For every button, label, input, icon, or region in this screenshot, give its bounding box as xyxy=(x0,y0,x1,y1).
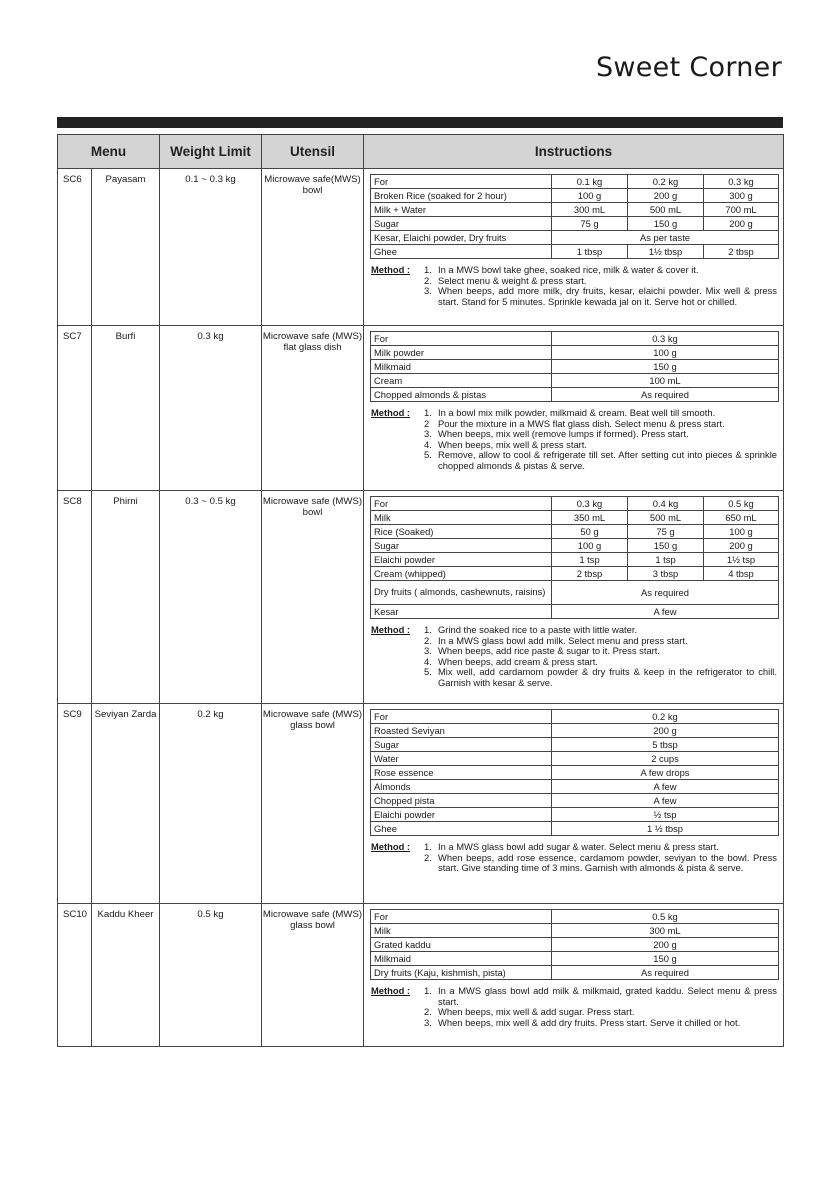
page-title: Sweet Corner xyxy=(595,52,782,83)
step-number: 4. xyxy=(424,438,432,450)
ingredient-value: 0.3 kg xyxy=(704,175,779,189)
ingredient-value: 0.2 kg xyxy=(552,710,779,724)
method-section xyxy=(370,265,777,307)
ingredient-value: 2 tbsp xyxy=(552,567,628,581)
ingredient-row xyxy=(371,553,779,567)
ingredient-value: 100 g xyxy=(552,539,628,553)
ingredient-value: 1 tsp xyxy=(552,553,628,567)
recipe-instructions xyxy=(364,704,784,904)
step-number: 5. xyxy=(424,666,432,677)
ingredient-value: 500 mL xyxy=(628,203,704,217)
recipe-code: SC8 xyxy=(58,491,92,704)
ingredient-value: 0.2 kg xyxy=(628,175,704,189)
recipe-instructions xyxy=(364,169,784,326)
ingredient-row xyxy=(371,539,779,553)
step-text: In a MWS glass bowl add milk. Select menu and press start. xyxy=(438,634,688,646)
recipe-table xyxy=(57,134,784,1047)
recipe-utensil: Microwave safe (MWS) flat glass dish xyxy=(262,326,364,491)
ingredient-row xyxy=(371,752,779,766)
ingredient-value: 200 g xyxy=(552,938,779,952)
method-label: Method : xyxy=(371,264,411,275)
step-number: 3. xyxy=(424,1016,432,1028)
ingredient-value: 700 mL xyxy=(704,203,779,217)
ingredient-value: As per taste xyxy=(552,231,779,245)
ingredient-value: 0.3 kg xyxy=(552,332,779,346)
ingredient-name: Kesar xyxy=(371,605,552,619)
step-text: When beeps, mix well (remove lumps if formed). Press start. xyxy=(438,428,689,439)
method-steps xyxy=(424,625,777,688)
ingredients-table xyxy=(370,331,779,402)
ingredient-value: 300 mL xyxy=(552,203,628,217)
ingredient-value: A few drops xyxy=(552,766,779,780)
ingredient-value: 650 mL xyxy=(704,511,779,525)
step-text: In a MWS glass bowl add milk & milkmaid, grated kaddu. Select menu & press start. xyxy=(438,985,777,1007)
recipe-code: SC10 xyxy=(58,904,92,1047)
ingredient-row xyxy=(371,938,779,952)
method-section xyxy=(370,842,777,874)
ingredient-name: Cream (whipped) xyxy=(371,567,552,581)
step-text: In a MWS bowl take ghee, soaked rice, milk & water & cover it. xyxy=(438,264,699,275)
ingredient-row xyxy=(371,332,779,346)
method-label: Method : xyxy=(371,407,411,418)
ingredient-value: 200 g xyxy=(704,539,779,553)
recipe-weight-limit: 0.3 kg xyxy=(160,326,262,491)
recipe-utensil: Microwave safe(MWS) bowl xyxy=(262,169,364,326)
ingredient-name: Sugar xyxy=(371,217,552,231)
ingredient-row xyxy=(371,766,779,780)
ingredient-row xyxy=(371,245,779,259)
ingredient-value: A few xyxy=(552,605,779,619)
ingredient-value: 1 tbsp xyxy=(552,245,628,259)
table-row xyxy=(58,169,784,326)
ingredient-name: Elaichi powder xyxy=(371,553,552,567)
step-number: 2. xyxy=(424,851,432,863)
step-text: When beeps, mix well & add dry fruits. Press start. Serve it chilled or hot. xyxy=(438,1016,741,1028)
ingredients-table xyxy=(370,496,779,619)
ingredient-value: 100 g xyxy=(704,525,779,539)
ingredient-value: 150 g xyxy=(628,217,704,231)
ingredient-row xyxy=(371,581,779,605)
ingredient-name: Ghee xyxy=(371,245,552,259)
ingredient-row xyxy=(371,374,779,388)
ingredient-name: Cream xyxy=(371,374,552,388)
step-text: When beeps, add cream & press start. xyxy=(438,655,598,667)
ingredient-name: For xyxy=(371,710,552,724)
ingredient-name: Chopped pista xyxy=(371,794,552,808)
method-step xyxy=(424,986,777,1007)
method-step xyxy=(424,286,777,307)
ingredient-value: 0.3 kg xyxy=(552,497,628,511)
ingredient-value: 100 g xyxy=(552,189,628,203)
method-steps xyxy=(424,265,777,307)
title-rule xyxy=(57,117,783,128)
ingredient-value: ½ tsp xyxy=(552,808,779,822)
method-step xyxy=(424,667,777,688)
ingredient-value: 350 mL xyxy=(552,511,628,525)
ingredient-name: Kesar, Elaichi powder, Dry fruits xyxy=(371,231,552,245)
ingredient-row xyxy=(371,952,779,966)
ingredient-value: 5 tbsp xyxy=(552,738,779,752)
ingredient-name: Almonds xyxy=(371,780,552,794)
method-label: Method : xyxy=(371,624,411,635)
ingredient-value: 1½ tbsp xyxy=(628,245,704,259)
ingredient-row xyxy=(371,710,779,724)
ingredient-value: 500 mL xyxy=(628,511,704,525)
ingredient-value: 0.5 kg xyxy=(704,497,779,511)
recipe-instructions xyxy=(364,326,784,491)
table-row xyxy=(58,704,784,904)
ingredient-name: Milk powder xyxy=(371,346,552,360)
method-step xyxy=(424,408,777,419)
ingredient-value: 1 ½ tbsp xyxy=(552,822,779,836)
recipe-name: Seviyan Zarda xyxy=(92,704,160,904)
ingredient-row xyxy=(371,346,779,360)
method-steps xyxy=(424,408,777,471)
ingredient-name: Ghee xyxy=(371,822,552,836)
ingredient-name: Milkmaid xyxy=(371,360,552,374)
ingredient-row xyxy=(371,567,779,581)
ingredient-value: 200 g xyxy=(628,189,704,203)
recipe-utensil: Microwave safe (MWS) glass bowl xyxy=(262,704,364,904)
ingredient-row xyxy=(371,738,779,752)
ingredient-name: Roasted Seviyan xyxy=(371,724,552,738)
ingredient-value: 200 g xyxy=(552,724,779,738)
ingredient-value: 50 g xyxy=(552,525,628,539)
method-label: Method : xyxy=(371,841,411,852)
step-number: 3. xyxy=(424,285,432,296)
method-steps xyxy=(424,842,777,874)
ingredient-row xyxy=(371,924,779,938)
ingredient-value: 300 mL xyxy=(552,924,779,938)
step-number: 2. xyxy=(424,634,432,646)
step-number: 4. xyxy=(424,655,432,667)
step-number: 2. xyxy=(424,1006,432,1017)
recipe-weight-limit: 0.1 ~ 0.3 kg xyxy=(160,169,262,326)
step-text: Pour the mixture in a MWS flat glass dish. Select menu & press start. xyxy=(438,417,725,429)
method-section xyxy=(370,986,777,1028)
recipe-utensil: Microwave safe (MWS) glass bowl xyxy=(262,904,364,1047)
ingredient-row xyxy=(371,822,779,836)
ingredient-row xyxy=(371,780,779,794)
ingredient-name: Broken Rice (soaked for 2 hour) xyxy=(371,189,552,203)
step-text: In a MWS glass bowl add sugar & water. Select menu & press start. xyxy=(438,841,719,852)
ingredient-name: Rose essence xyxy=(371,766,552,780)
ingredient-name: Milk + Water xyxy=(371,203,552,217)
ingredient-value: 4 tbsp xyxy=(704,567,779,581)
recipe-weight-limit: 0.2 kg xyxy=(160,704,262,904)
ingredient-name: Chopped almonds & pistas xyxy=(371,388,552,402)
table-row xyxy=(58,491,784,704)
step-number: 1. xyxy=(424,264,432,275)
ingredient-value: 150 g xyxy=(552,360,779,374)
ingredient-value: 100 mL xyxy=(552,374,779,388)
ingredient-row xyxy=(371,203,779,217)
method-step xyxy=(424,450,777,471)
ingredient-value: A few xyxy=(552,780,779,794)
ingredient-row xyxy=(371,724,779,738)
recipe-utensil: Microwave safe (MWS) bowl xyxy=(262,491,364,704)
ingredient-row xyxy=(371,497,779,511)
ingredient-row xyxy=(371,231,779,245)
ingredient-value: 2 cups xyxy=(552,752,779,766)
ingredient-value: 0.4 kg xyxy=(628,497,704,511)
step-number: 5. xyxy=(424,449,432,460)
ingredients-table xyxy=(370,174,779,259)
method-step xyxy=(424,646,777,657)
ingredient-row xyxy=(371,966,779,980)
recipe-weight-limit: 0.5 kg xyxy=(160,904,262,1047)
ingredient-row xyxy=(371,808,779,822)
method-step xyxy=(424,265,777,276)
step-number: 1. xyxy=(424,985,432,996)
step-text: Select menu & weight & press start. xyxy=(438,274,587,286)
ingredient-row xyxy=(371,910,779,924)
recipe-name: Payasam xyxy=(92,169,160,326)
ingredient-row xyxy=(371,525,779,539)
ingredient-row xyxy=(371,175,779,189)
step-number: 3. xyxy=(424,645,432,656)
step-text: When beeps, add rose essence, cardamom powder, seviyan to the bowl. Press start. Give standing time of 3 mins. Garnish with almonds & pista & serve. xyxy=(438,851,777,873)
header-utensil: Utensil xyxy=(262,135,364,169)
step-number: 2 xyxy=(424,417,430,429)
method-label: Method : xyxy=(371,985,411,996)
method-step xyxy=(424,429,777,440)
ingredient-row xyxy=(371,189,779,203)
ingredient-name: Sugar xyxy=(371,738,552,752)
ingredient-value: 0.5 kg xyxy=(552,910,779,924)
method-section xyxy=(370,625,777,688)
recipe-instructions xyxy=(364,491,784,704)
table-row xyxy=(58,326,784,491)
step-text: Grind the soaked rice to a paste with little water. xyxy=(438,624,638,635)
step-text: In a bowl mix milk powder, milkmaid & cream. Beat well till smooth. xyxy=(438,407,716,418)
header-menu: Menu xyxy=(58,135,160,169)
ingredient-value: 75 g xyxy=(628,525,704,539)
ingredient-value: 3 tbsp xyxy=(628,567,704,581)
header-instructions: Instructions xyxy=(364,135,784,169)
ingredients-table xyxy=(370,909,779,980)
step-text: Remove, allow to cool & refrigerate till set. After setting cut into pieces & sprinkle chopped almonds & pistas & serve. xyxy=(438,449,777,471)
step-text: When beeps, mix well & press start. xyxy=(438,438,588,450)
ingredients-table xyxy=(370,709,779,836)
recipe-name: Burfi xyxy=(92,326,160,491)
recipe-code: SC6 xyxy=(58,169,92,326)
recipe-name: Kaddu Kheer xyxy=(92,904,160,1047)
ingredient-name: Milk xyxy=(371,924,552,938)
method-steps xyxy=(424,986,777,1028)
recipe-code: SC7 xyxy=(58,326,92,491)
ingredient-value: As required xyxy=(552,966,779,980)
ingredient-name: For xyxy=(371,910,552,924)
ingredient-name: Elaichi powder xyxy=(371,808,552,822)
step-number: 2. xyxy=(424,274,432,286)
ingredient-value: 300 g xyxy=(704,189,779,203)
step-text: When beeps, mix well & add sugar. Press start. xyxy=(438,1006,635,1017)
ingredient-value: 150 g xyxy=(628,539,704,553)
method-step xyxy=(424,625,777,636)
ingredient-name: Grated kaddu xyxy=(371,938,552,952)
ingredient-value: As required xyxy=(552,581,779,605)
ingredient-value: 75 g xyxy=(552,217,628,231)
recipe-name: Phirni xyxy=(92,491,160,704)
ingredient-name: For xyxy=(371,497,552,511)
step-number: 1. xyxy=(424,407,432,418)
recipe-code: SC9 xyxy=(58,704,92,904)
method-step xyxy=(424,853,777,874)
method-section xyxy=(370,408,777,471)
ingredient-name: Milk xyxy=(371,511,552,525)
table-row xyxy=(58,904,784,1047)
ingredient-name: For xyxy=(371,175,552,189)
step-number: 1. xyxy=(424,624,432,635)
ingredient-value: 1 tsp xyxy=(628,553,704,567)
ingredient-name: Dry fruits (Kaju, kishmish, pista) xyxy=(371,966,552,980)
ingredient-row xyxy=(371,605,779,619)
ingredient-row xyxy=(371,794,779,808)
recipe-weight-limit: 0.3 ~ 0.5 kg xyxy=(160,491,262,704)
ingredient-value: 100 g xyxy=(552,346,779,360)
ingredient-value: A few xyxy=(552,794,779,808)
step-number: 1. xyxy=(424,841,432,852)
ingredient-row xyxy=(371,217,779,231)
method-step xyxy=(424,1007,777,1018)
step-number: 3. xyxy=(424,428,432,439)
ingredient-value: As required xyxy=(552,388,779,402)
step-text: Mix well, add cardamom powder & dry fruits & keep in the refrigerator to chill. Garnish with kesar & serve. xyxy=(438,666,777,688)
ingredient-value: 1½ tsp xyxy=(704,553,779,567)
ingredient-name: For xyxy=(371,332,552,346)
step-text: When beeps, add rice paste & sugar to it. Press start. xyxy=(438,645,660,656)
ingredient-row xyxy=(371,511,779,525)
recipe-instructions xyxy=(364,904,784,1047)
ingredient-value: 150 g xyxy=(552,952,779,966)
method-step xyxy=(424,842,777,853)
table-header-row xyxy=(58,135,784,169)
ingredient-row xyxy=(371,388,779,402)
ingredient-name: Water xyxy=(371,752,552,766)
step-text: When beeps, add more milk, dry fruits, kesar, elaichi powder. Mix well & press start. Stand for 5 minutes. Sprinkle kewada jal on it. Serve hot or chilled. xyxy=(438,285,777,307)
ingredient-value: 2 tbsp xyxy=(704,245,779,259)
ingredient-name: Dry fruits ( almonds, cashewnuts, raisins) xyxy=(371,581,552,605)
ingredient-value: 0.1 kg xyxy=(552,175,628,189)
method-step xyxy=(424,1018,777,1029)
ingredient-value: 200 g xyxy=(704,217,779,231)
ingredient-name: Sugar xyxy=(371,539,552,553)
ingredient-name: Rice (Soaked) xyxy=(371,525,552,539)
header-weight-limit: Weight Limit xyxy=(160,135,262,169)
ingredient-row xyxy=(371,360,779,374)
ingredient-name: Milkmaid xyxy=(371,952,552,966)
